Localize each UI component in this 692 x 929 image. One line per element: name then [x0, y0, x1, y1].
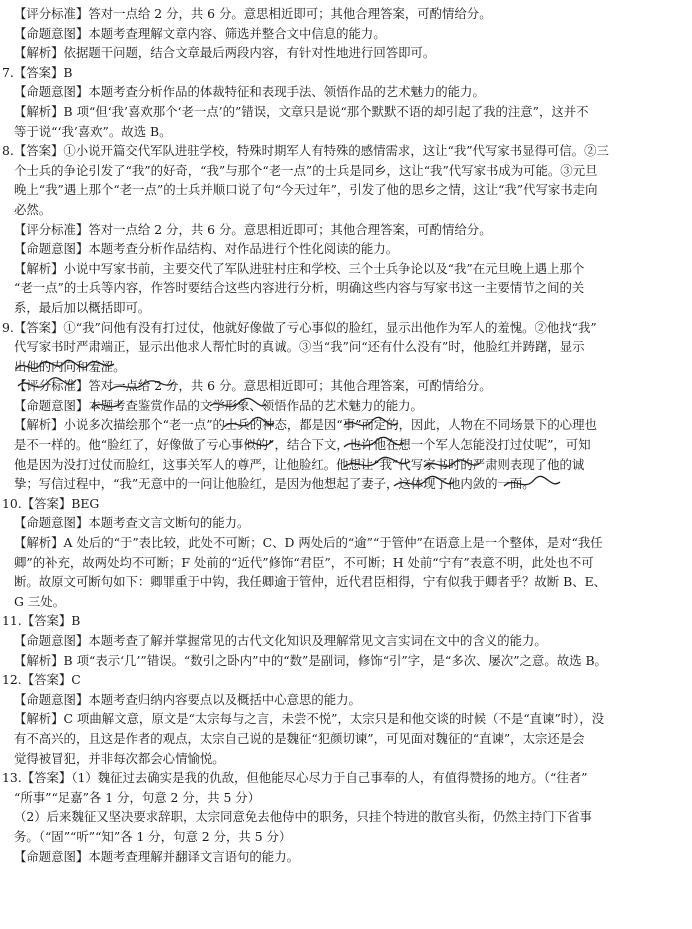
- question-8-answer: 8.【答案】①小说开篇交代军队进驻学校，特殊时期军人有特殊的感情需求，这让“我”代写家书显得可信。②三: [2, 143, 609, 159]
- question-10-answer: 10.【答案】BEG: [2, 495, 100, 511]
- text-line-content: 【评分标准】答对一点给 2 分，共 6 分。意思相近即可；其他合理答案，可酌情给分。: [14, 378, 492, 394]
- question-9-answer: 9.【答案】①“我”问他有没有打过仗，他就好像做了亏心事似的脸红，显示出他作为军人的羞愧。②他找“我”: [2, 319, 597, 335]
- text-line: 有不高兴的，且这是作者的观点，太宗自己说的是魏征“犯颜切谏”，可见面对魏征的“直谏”，太宗还是会: [14, 730, 585, 746]
- text-line: G 三处。: [14, 593, 66, 609]
- text-line: 【命题意图】本题考查文言文断句的能力。: [14, 515, 250, 531]
- text-line: [14, 415, 678, 435]
- text-line: 个士兵的争论引发了“我”的好奇，“我”与那个“老一点”的士兵是同乡，这让“我”代写家书成为可能。③元旦: [14, 162, 598, 178]
- text-line: 【命题意图】本题考查了解并掌握常见的古代文化知识及理解常见文言实词在文中的含义的能力。: [14, 633, 547, 648]
- text-line: 【解析】B 项“但‘我’喜欢那个‘老一点’的”错误，文章只是说“那个默默不语的却引起了我的注意”，这并不: [14, 103, 589, 119]
- question-11-answer: 11.【答案】B: [2, 613, 81, 629]
- text-line-content: 【命题意图】本题考查鉴赏作品的文学形象、领悟作品的艺术魅力的能力。: [14, 397, 423, 413]
- text-line-content: 【解析】小说多次描绘那个“老一点”的士兵的神态，都是因“事”而定的，因此，人物在不同场景下的心理也: [14, 417, 597, 433]
- text-line: 代写家书时严肃端正，显示出他求人帮忙时的真诚。③当“我”问“还有什么没有”时，他脸红并踌躇，显示: [14, 339, 585, 355]
- question-12-answer: 12.【答案】C: [2, 672, 81, 688]
- text-line: 等于说“‘我’喜欢”。故选 B。: [14, 123, 172, 139]
- text-line: [14, 435, 678, 455]
- text-line: 【解析】小说中写家书前，主要交代了军队进驻村庄和学校、三个士兵争论以及“我”在元旦晚上遇上那个: [14, 260, 585, 276]
- text-line: 【解析】依据题干问题，结合文章最后两段内容，有针对性地进行回答即可。: [14, 45, 436, 61]
- text-line: 系，最后加以概括即可。: [14, 299, 151, 315]
- question-7-answer: 7.【答案】B: [2, 64, 73, 80]
- text-line: （2）后来魏征又坚决要求辞职，太宗同意免去他侍中的职务，只挂个特进的散官头衔，仍然主持门下省事: [14, 809, 592, 825]
- text-line-content: 他是因为没打过仗而脸红，这事关军人的尊严，让他脸红。他想让“我”代写家书时的严肃则表现了他的诚: [14, 456, 585, 472]
- text-line: 【命题意图】本题考查理解并翻译文言语句的能力。: [14, 848, 299, 864]
- text-line: [14, 455, 678, 475]
- text-line-content: 出他的内向和羞涩。: [14, 358, 126, 374]
- text-line: 【评分标准】答对一点给 2 分，共 6 分。意思相近即可；其他合理答案，可酌情给分。: [14, 221, 492, 237]
- text-line: 必然。: [14, 201, 52, 217]
- text-line: 晚上“我”遇上那个“老一点”的士兵并顺口说了句“今天过年”，引发了他的思乡之情，这让“我”代写家书走向: [14, 182, 598, 198]
- text-line: [14, 357, 678, 377]
- text-line: 觉得被冒犯，并非每次都会心情愉悦。: [14, 750, 225, 766]
- text-line: “所事”“足嘉”各 1 分，句意 2 分，共 5 分）: [14, 789, 261, 805]
- text-line: 务。（“固”“听”“知”各 1 分，句意 2 分，共 5 分）: [14, 828, 292, 844]
- text-line: “老一点”的士兵等内容，作答时要结合这些内容进行分析，明确这些内容与写家书这一主要情节之间的关: [14, 280, 585, 296]
- text-line: 【解析】A 处后的“于”表比较，此处不可断；C、D 两处后的“逾”“于管仲”在语意上是一个整体，是对“我任: [14, 535, 603, 551]
- text-line: [14, 474, 678, 494]
- text-line: 断。故原文可断句如下：卿罪重于中钩，我任卿逾于管仲，近代君臣相得，宁有似我于卿者乎？故断 B、E、: [14, 574, 607, 590]
- text-line: [14, 376, 678, 396]
- text-line: 【评分标准】答对一点给 2 分，共 6 分。意思相近即可；其他合理答案，可酌情给分。: [14, 6, 492, 21]
- text-line: 【命题意图】本题考查分析作品的体裁特征和表现手法、领悟作品的艺术魅力的能力。: [14, 84, 485, 100]
- text-line: 卿”的补充，故两处均不可断；F 处前的“近代”修饰“君臣”，不可断；H 处前“宁有”表意不明，此处也不可: [14, 554, 594, 570]
- text-line: 【命题意图】本题考查归纳内容要点以及概括中心意思的能力。: [14, 691, 361, 707]
- text-line: 【解析】B 项“表示‘几’”错误。“数引之卧内”中的“数”是副词，修饰“引”字，是“多次、屡次”之意。故选 B。: [14, 652, 607, 668]
- text-line-content: 挚；写信过程中，“我”无意中的一问让他脸红，是因为他想起了妻子，这体现了他内敛的一面。: [14, 476, 535, 492]
- text-line: [14, 396, 678, 416]
- text-line: 【命题意图】本题考查理解文章内容、筛选并整合文中信息的能力。: [14, 25, 386, 41]
- text-line-content: 是不一样的。他“脸红了，好像做了亏心事似的”，结合下文，也许他在想一个军人怎能没打过仗呢”，可知: [14, 437, 591, 453]
- text-line: 【解析】C 项曲解文意，原文是“太宗每与之言，未尝不悦”，太宗只是和他交谈的时候（不是“直谏”时），没: [14, 711, 605, 727]
- question-13-answer: 13.【答案】（1）魏征过去确实是我的仇敌，但他能尽心尽力于自己事奉的人，有值得赞扬的地方。（“往者”: [2, 770, 588, 786]
- text-line: 【命题意图】本题考查分析作品结构、对作品进行个性化阅读的能力。: [14, 241, 399, 257]
